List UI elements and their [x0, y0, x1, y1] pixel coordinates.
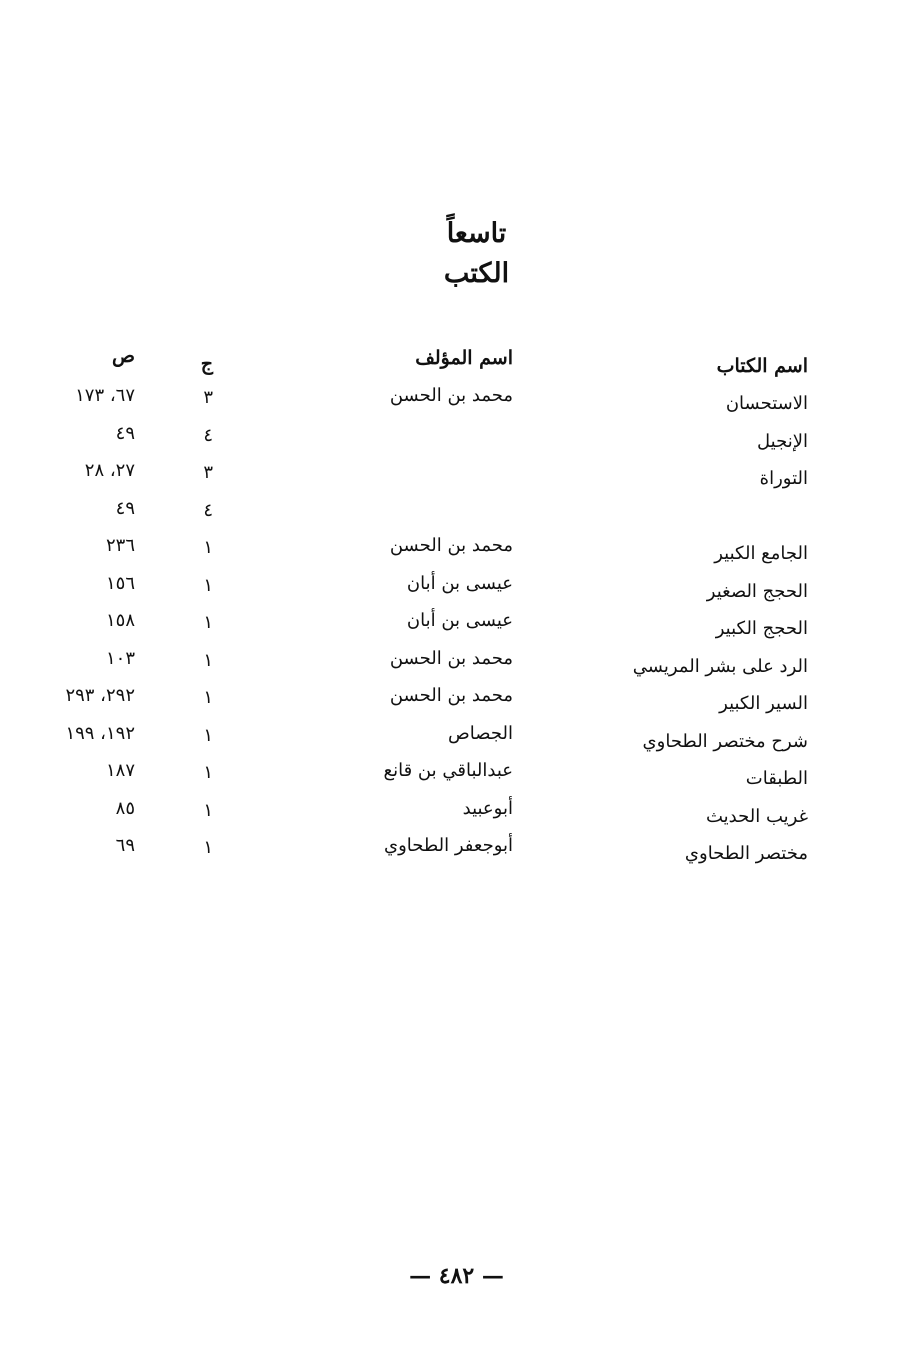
table-row-book: غريب الحديث [706, 806, 808, 827]
table-row-volume: ١ [203, 725, 213, 746]
table-row-page: ١٥٦ [105, 573, 135, 594]
table-row-page: ١٨٧ [105, 760, 135, 781]
table-row-volume: ١ [203, 575, 213, 596]
table-row-author: محمد بن الحسن [389, 685, 513, 706]
column-header-author: اسم المؤلف [415, 347, 513, 369]
table-row-book: مختصر الطحاوي [684, 843, 808, 864]
table-row-page: ١٠٣ [105, 648, 135, 669]
table-row-book: السير الكبير [719, 693, 808, 714]
table-row-page: ٤٩ [115, 423, 135, 444]
table-row-volume: ٣ [203, 387, 213, 408]
column-header-page: ص [112, 345, 135, 367]
table-row-volume: ١ [203, 800, 213, 821]
table-row-book: التوراة [759, 468, 808, 489]
column-header-book: اسم الكتاب [716, 355, 808, 377]
table-row-author: عيسى بن أبان [406, 610, 513, 631]
table-row-author: عيسى بن أبان [406, 573, 513, 594]
table-row-page: ٢٩٢، ٢٩٣ [65, 685, 135, 706]
table-row-volume: ٤ [203, 425, 213, 446]
table-row-author: عبدالباقي بن قانع [383, 760, 513, 781]
table-row-volume: ١ [203, 837, 213, 858]
table-row-volume: ١ [203, 537, 213, 558]
table-row-book: شرح مختصر الطحاوي [642, 731, 808, 752]
column-header-volume: ج [200, 353, 213, 375]
table-row-book: الحجج الصغير [706, 581, 808, 602]
table-row-author: الجصاص [448, 723, 513, 744]
table-row-book: الجامع الكبير [714, 543, 808, 564]
table-row-book: الإنجيل [757, 431, 808, 452]
table-row-volume: ٣ [203, 462, 213, 483]
table-row-book: الاستحسان [725, 393, 808, 414]
table-row-volume: ١ [203, 762, 213, 783]
table-row-page: ١٥٨ [105, 610, 135, 631]
table-row-author: محمد بن الحسن [389, 535, 513, 556]
table-row-page: ١٩٢، ١٩٩ [65, 723, 135, 744]
table-row-page: ٦٩ [115, 835, 135, 856]
table-row-page: ٤٩ [115, 498, 135, 519]
table-row-volume: ١ [203, 650, 213, 671]
table-row-author: أبوعبيد [462, 798, 513, 819]
table-row-page: ٦٧، ١٧٣ [75, 385, 135, 406]
table-row-author: محمد بن الحسن [389, 648, 513, 669]
table-row-volume: ١ [203, 612, 213, 633]
table-row-book: الطبقات [745, 768, 808, 789]
section-title-heading: الكتب [443, 258, 510, 289]
table-row-book: الحجج الكبير [715, 618, 808, 639]
table-row-author: أبوجعفر الطحاوي [383, 835, 513, 856]
table-row-book: الرد على بشر المريسي [632, 656, 808, 677]
table-row-volume: ١ [203, 687, 213, 708]
table-row-volume: ٤ [203, 500, 213, 521]
table-row-page: ٢٧، ٢٨ [84, 460, 135, 481]
table-row-page: ٢٣٦ [105, 535, 135, 556]
table-row-author: محمد بن الحسن [389, 385, 513, 406]
page-number: — ٤٨٢ — [409, 1263, 504, 1289]
table-row-page: ٨٥ [115, 798, 135, 819]
section-number-heading: تاسعاً [446, 218, 507, 249]
